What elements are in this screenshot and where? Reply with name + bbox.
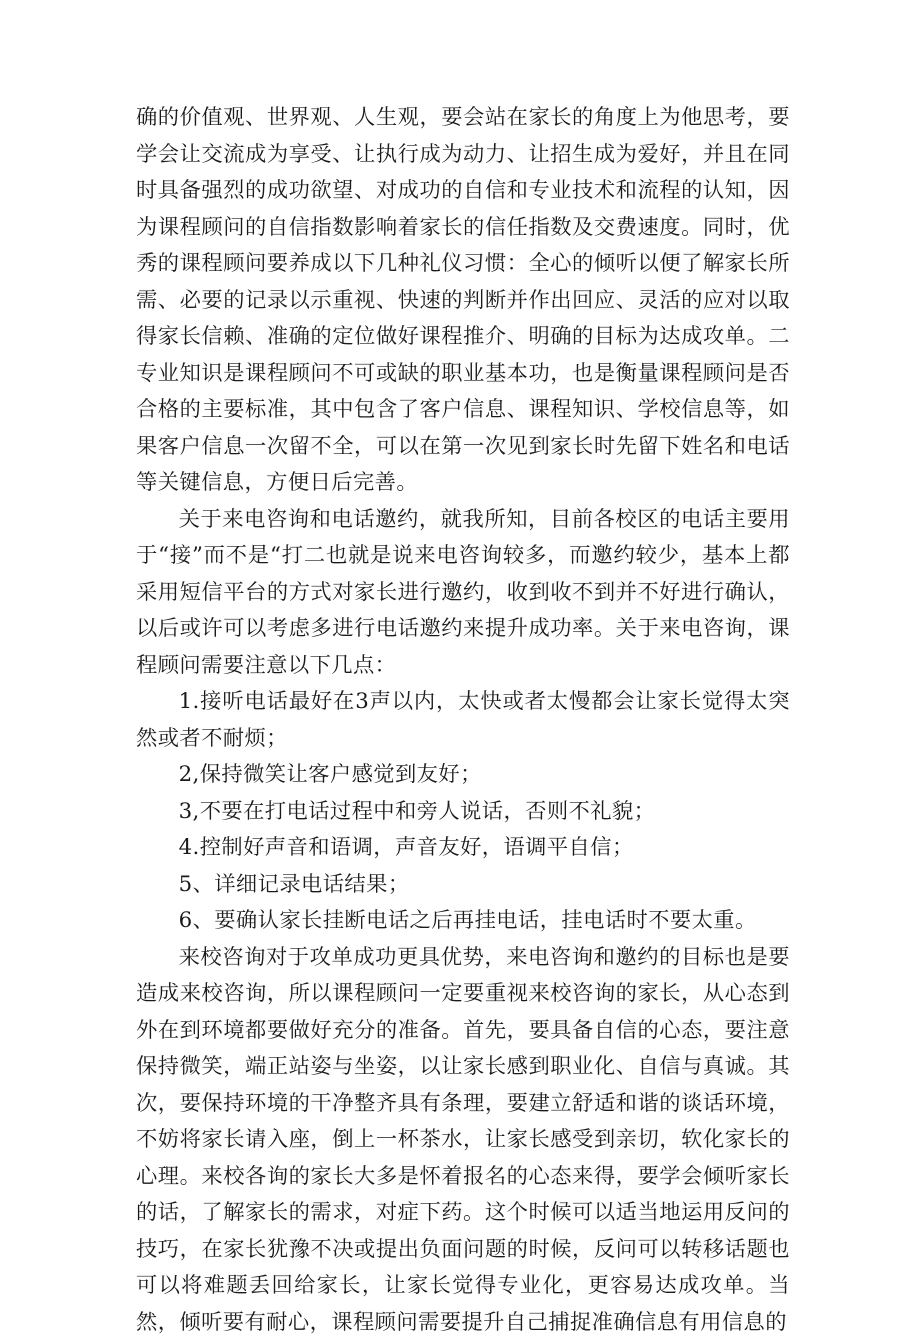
list-item-4: 4.控制好声音和语调，声音友好，语调平自信；	[136, 830, 790, 867]
list-item-2: 2,保持微笑让客户感觉到友好；	[136, 757, 790, 794]
list-item-3: 3,不要在打电话过程中和旁人说话，否则不礼貌；	[136, 794, 790, 831]
paragraph-course-advisor-qualities: 确的价值观、世界观、人生观，要会站在家长的角度上为他思考，要学会让交流成为享受、让执行成为动力、让招生成为爱好，并且在同时具备强烈的成功欲望、对成功的自信和专业技术和流程的认知，因为课程顾问的自信指数影响着家长的信任指数及交费速度。同时，优秀的课程顾问要养成以下几种礼仪习惯：全心的倾听以便了解家长所需、必要的记录以示重视、快速的判断并作出回应、灵活的应对以取得家长信赖、准确的定位做好课程推介、明确的目标为达成攻单。二专业知识是课程顾问不可或缺的职业基本功，也是衡量课程顾问是否合格的主要标准，其中包含了客户信息、课程知识、学校信息等，如果客户信息一次留不全，可以在第一次见到家长时先留下姓名和电话等关键信息，方便日后完善。	[136, 100, 790, 502]
paragraph-campus-visit: 来校咨询对于攻单成功更具优势，来电咨询和邀约的目标也是要造成来校咨询，所以课程顾问一定要重视来校咨询的家长，从心态到外在到环境都要做好充分的准备。首先，要具备自信的心态，要注意保持微笑，端正站姿与坐姿，以让家长感到职业化、自信与真诚。其次，要保持环境的干净整齐具有条理，要建立舒适和谐的谈话环境，不妨将家长请入座，倒上一杯茶水，让家长感受到亲切，软化家长的心理。来校各询的家长大多是怀着报名的心态来得，要学会倾听家长的话，了解家长的需求，对症下药。这个时候可以适当地运用反问的技巧，在家长犹豫不决或提出负面问题的时候，反问可以转移话题也可以将难题丢回给家长，让家长觉得专业化，更容易达成攻单。当然，倾听要有耐心，课程顾问需要提升自己捕捉准确信息有用信息的	[136, 940, 790, 1341]
document-page	[136, 100, 790, 1341]
list-item-5: 5、详细记录电话结果；	[136, 867, 790, 904]
list-item-6: 6、要确认家长挂断电话之后再挂电话，挂电话时不要太重。	[136, 903, 790, 940]
list-item-1: 1.接听电话最好在3声以内，太快或者太慢都会让家长觉得太突然或者不耐烦；	[136, 684, 790, 757]
paragraph-phone-inquiry: 关于来电咨询和电话邀约，就我所知，目前各校区的电话主要用于“接”而不是“打二也就是说来电咨询较多，而邀约较少，基本上都采用短信平台的方式对家长进行邀约，收到收不到并不好进行确认，以后或许可以考虑多进行电话邀约来提升成功率。关于来电咨询，课程顾问需要注意以下几点：	[136, 502, 790, 685]
